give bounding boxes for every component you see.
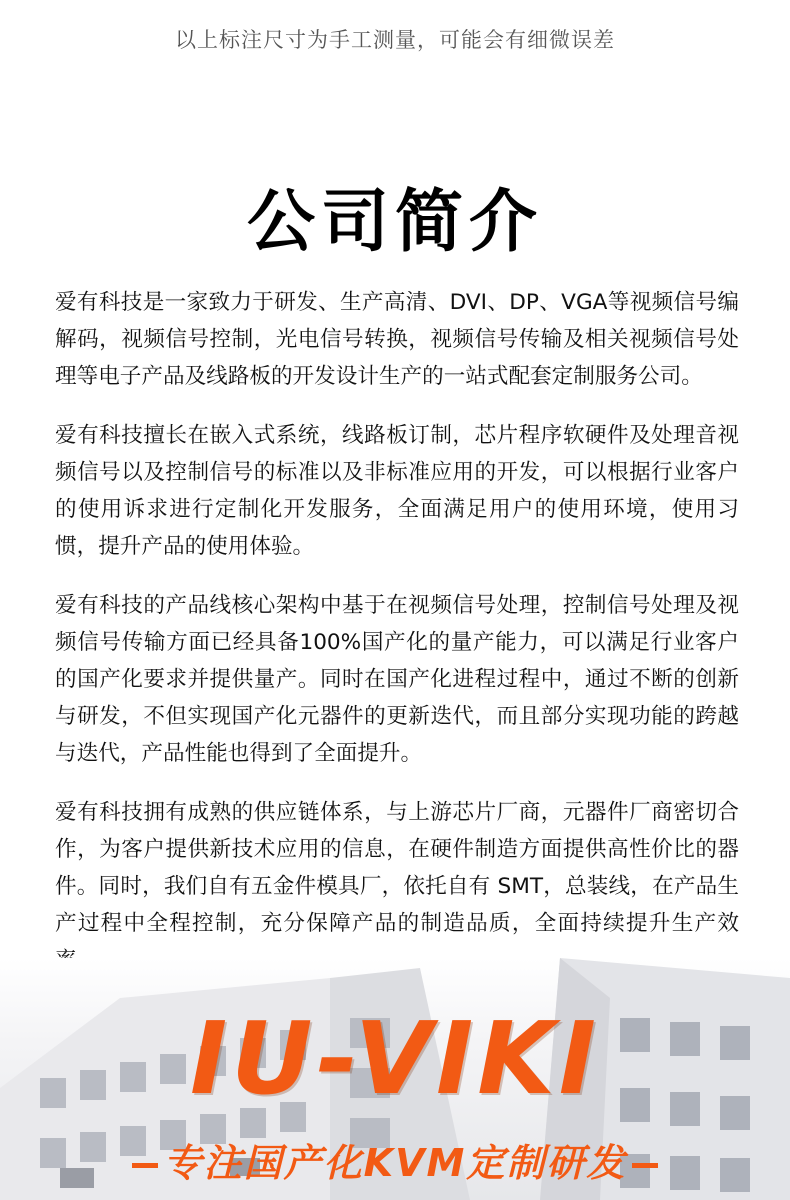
slogan xyxy=(0,1132,790,1187)
intro-paragraph-3: 爱有科技的产品线核心架构中基于在视频信号处理，控制信号处理及视频信号传输方面已经具备100%国产化的量产能力，可以满足行业客户的国产化要求并提供量产。同时在国产化进程过程中，通过不断的创新与研发，不但实现国产化元器件的更新迭代，而且部分实现功能的跨越与迭代，产品性能也得到了全面提升。 xyxy=(55,593,739,766)
intro-paragraph-2: 爱有科技擅长在嵌入式系统，线路板订制，芯片程序软硬件及处理音视频信号以及控制信号的标准以及非标准应用的开发，可以根据行业客户的使用诉求进行定制化开发服务，全面满足用户的使用环境，使用习惯，提升产品的使用体验。 xyxy=(55,423,739,559)
company-intro xyxy=(55,284,739,1001)
slogan-dash-right xyxy=(632,1163,658,1168)
intro-paragraph-1: 爱有科技是一家致力于研发、生产高清、DVI、DP、VGA等视频信号编解码，视频信号控制，光电信号转换，视频信号传输及相关视频信号处理等电子产品及线路板的开发设计生产的一站式配套定制服务公司。 xyxy=(55,290,739,389)
intro-paragraph-4: 爱有科技拥有成熟的供应链体系，与上游芯片厂商，元器件厂商密切合作，为客户提供新技术应用的信息，在硬件制造方面提供高性价比的器件。同时，我们自有五金件模具厂，依托自有 SMT，总装线，在产品生产过程中全程控制，充分保障产品的制造品质，全面持续提升生产效 xyxy=(55,800,739,936)
measurement-note: 以上标注尺寸为手工测量，可能会有细微误差 xyxy=(175,28,615,52)
page-title: 公司简介 xyxy=(246,183,543,262)
slogan-text: 专注国产化KVM定制研发 xyxy=(163,1141,627,1185)
brand-logo: IU-VIKI xyxy=(190,1000,600,1117)
slogan-dash-left xyxy=(132,1163,158,1168)
